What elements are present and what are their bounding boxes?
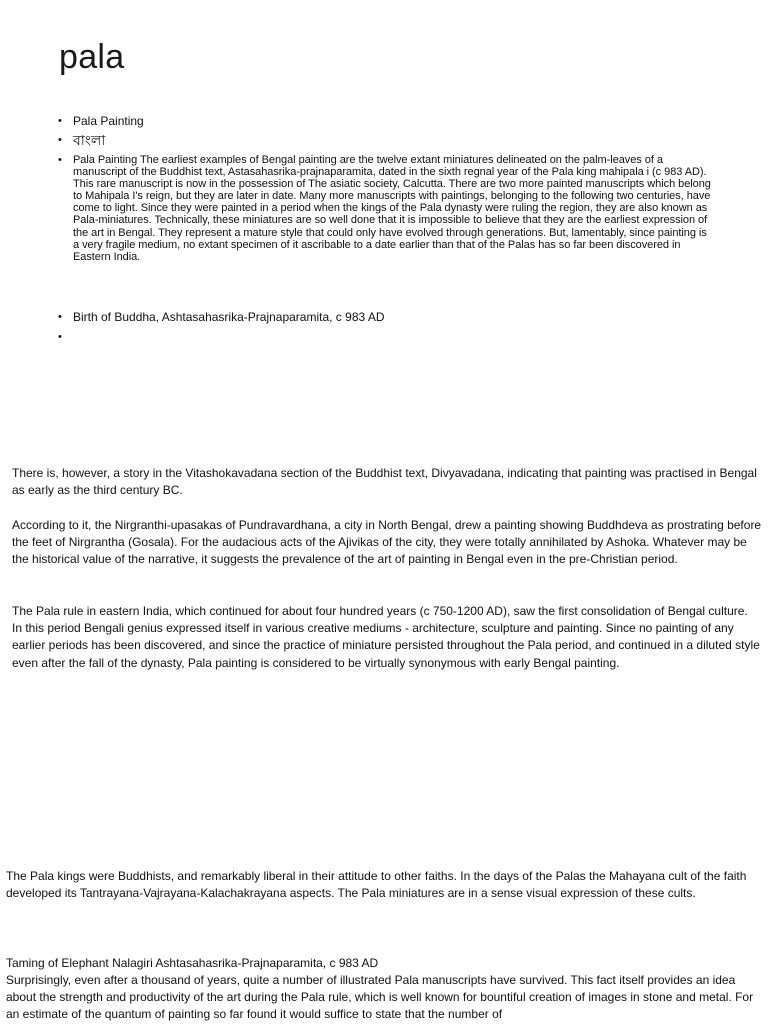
image-caption: Taming of Elephant Nalagiri Ashtasahasrika-Prajnaparamita, c 983 AD — [6, 956, 379, 970]
list-item: • বাংলা — [56, 131, 714, 149]
list-item: • Birth of Buddha, Ashtasahasrika-Prajnaparamita, c 983 AD — [56, 310, 714, 325]
list-item: • Pala Painting — [56, 114, 714, 129]
paragraph-manuscripts: Surprisingly, even after a thousand of years, quite a number of illustrated Pala manuscripts have survived. This fact itself provides an idea about the strength and productivity of the art during the Pala rule, which is well known for bountiful creation of images in stone and metal. For an estimate of the quantum of painting so far found it would suffice to state that the number of — [6, 973, 754, 1022]
bullet-list — [56, 114, 714, 346]
list-item-empty — [56, 331, 714, 346]
paragraph-pala-kings: The Pala kings were Buddhists, and remarkably liberal in their attitude to other faiths. In the days of the Palas the Mahayana cult of the faith developed its Tantrayana-Vajrayana-Kalachakrayana aspects. The Pala miniatures are in a sense visual expression of these cults. — [6, 869, 747, 901]
paragraph-pala-rule: The Pala rule in eastern India, which continued for about four hundred years (c 750-1200 AD), saw the first consolidation of Bengal culture. In this period Bengali genius expressed itself in various creative mediums - architecture, sculpture and painting. Since no painting of any earlier periods has been discovered, and since the practice of miniature persisted throughout the Pala period, and continued in a diluted style even after the fall of the dynasty, Pala painting is considered to be virtually synonymous with early Bengal painting. — [12, 604, 760, 670]
list-item: • Pala Painting The earliest examples of Bengal painting are the twelve extant miniatures delineated on the palm-leaves of a manuscript of the Buddhist text, Astasahasrika-prajnaparamita, dated in the sixth regnal year of the Pala king mahipala i (c 983 AD). This rare manuscript is now in the possession of The asiatic society, Calcutta. There are two more painted manuscripts which belong to Mahipala I's reign, but they are later in date. Many more manuscripts with paintings, belonging to the following two centuries, have come to light. Since they were painted in a period when the kings of the Pala dynasty were ruling the region, they are also known as Pala-miniatures. Technically, these miniatures are so well done that it is impossible to believe that they are the earliest expression of the art in Bengal. They represent a mature style that could only have evolved through generations. But, lamentably, since painting is a very fragile medium, no extant specimen of it ascribable to a date earlier than that of the Palas has so far been discovered in Eastern India. — [56, 154, 714, 263]
paragraph-nirgranthi: According to it, the Nirgranthi-upasakas of Pundravardhana, a city in North Bengal, drew a painting showing Buddhdeva as prostrating before the feet of Nirgrantha (Gosala). For the audacious acts of the Ajivikas of the city, they were totally annihilated by Ashoka. Whatever may be the historical value of the narrative, it suggests the prevalence of the art of painting in Bengal even in the pre-Christian period. — [12, 518, 762, 567]
paragraph-vitashokavadana: There is, however, a story in the Vitashokavadana section of the Buddhist text, Divyavadana, indicating that painting was practised in Bengal as early as the third century BC. — [12, 466, 757, 498]
page-title: pala — [59, 38, 125, 76]
